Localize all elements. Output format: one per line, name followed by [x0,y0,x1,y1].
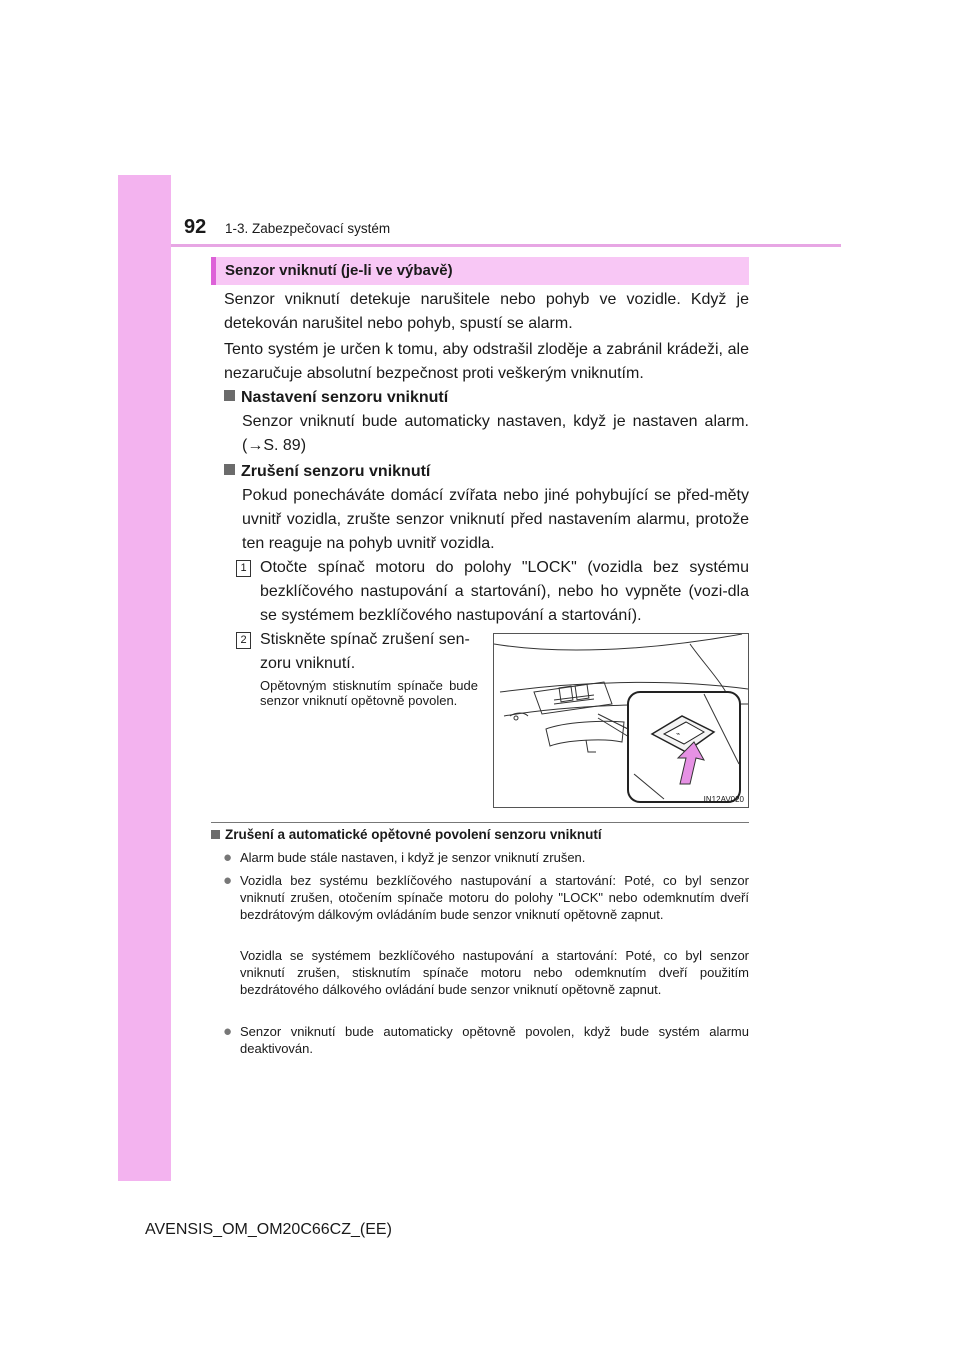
bullet-dot-icon: ● [223,1023,233,1040]
subheading-setting [224,386,448,410]
chapter-sidebar-tab [118,175,171,1181]
subheading-setting-text: Nastavení senzoru vniknutí [241,389,449,406]
note-bullet-2: Vozidla bez systému bezklíčového nastupování a startování: Poté, co byl senzor vniknutí zrušen, otočením spínače motoru do polohy "LOCK" nebo odemknutím dveří bezdrátovým dálkovým ovládáním bude senzor vniknutí opětovně zapnut. [240,873,749,922]
square-bullet-icon [224,390,235,401]
intro-paragraph-2: Tento systém je určen k tomu, aby odstrašil zloděje a zabránil krádeži, ale nezaručuje absolutní bezpečnost proti veškerým vniknutím. [224,341,749,382]
subheading-cancel [224,460,430,484]
overhead-console-icon [494,634,748,807]
header-rule [171,244,841,247]
bullet-dot-icon: ● [223,872,233,889]
notes-heading [211,826,602,844]
notes-divider [211,822,749,823]
setting-paragraph: Senzor vniknutí bude automaticky nastaven, když je nastaven alarm. (→S. 89) [242,413,749,454]
step-2-text: Stiskněte spínač zrušení sen-zoru vniknutí. [260,631,470,672]
step-number-2: 2 [236,632,251,649]
square-bullet-icon [224,464,235,475]
subheading-cancel-text: Zrušení senzoru vniknutí [241,463,431,480]
note-bullet-3: Senzor vniknutí bude automaticky opětovně povolen, když bude systém alarmu deaktivován. [240,1024,749,1056]
intro-paragraph-1: Senzor vniknutí detekuje narušitele nebo pohyb ve vozidle. Když je detekován narušitel nebo pohyb, spustí se alarm. [224,291,749,332]
note-bullet-1: Alarm bude stále nastaven, i když je senzor vniknutí zrušen. [240,850,586,865]
step-2-note: Opětovným stisknutím spínače bude senzor vniknutí opětovně povolen. [260,678,478,708]
notes-heading-text: Zrušení a automatické opětovné povolení senzoru vniknutí [225,827,602,842]
section-title: 1-3. Zabezpečovací systém [225,221,391,236]
note-bullet-2-continuation: Vozidla se systémem bezklíčového nastupování a startování: Poté, co byl senzor vniknutí zrušen, stisknutím spínače motoru nebo odemknutím dveří použitím bezdrátového dálkového ovládání bude senzor vniknutí opětovně zapnut. [240,948,749,997]
square-bullet-icon [211,830,220,839]
figure-code: IN12AV020 [703,795,744,804]
step-1-text: Otočte spínač motoru do polohy "LOCK" (vozidla bez systému bezklíčového nastupování a startování), nebo ho vypněte (vozi-dla se systémem bezklíčového nastupování a startování). [260,559,749,624]
intrusion-sensor-switch-illustration [493,633,749,808]
step-number-1: 1 [236,560,251,577]
bullet-dot-icon: ● [223,849,233,866]
page-number: 92 [184,216,207,238]
section-heading: Senzor vniknutí (je-li ve výbavě) [211,257,749,285]
svg-text:⌁: ⌁ [676,731,681,738]
cancel-paragraph: Pokud ponecháváte domácí zvířata nebo jiné pohybující se před-měty uvnitř vozidla, zrušte senzor vniknutí před nastavením alarmu, protože ten reaguje na pohyb uvnitř vozidla. [242,487,749,552]
document-code-footer: AVENSIS_OM_OM20C66CZ_(EE) [145,1221,392,1238]
